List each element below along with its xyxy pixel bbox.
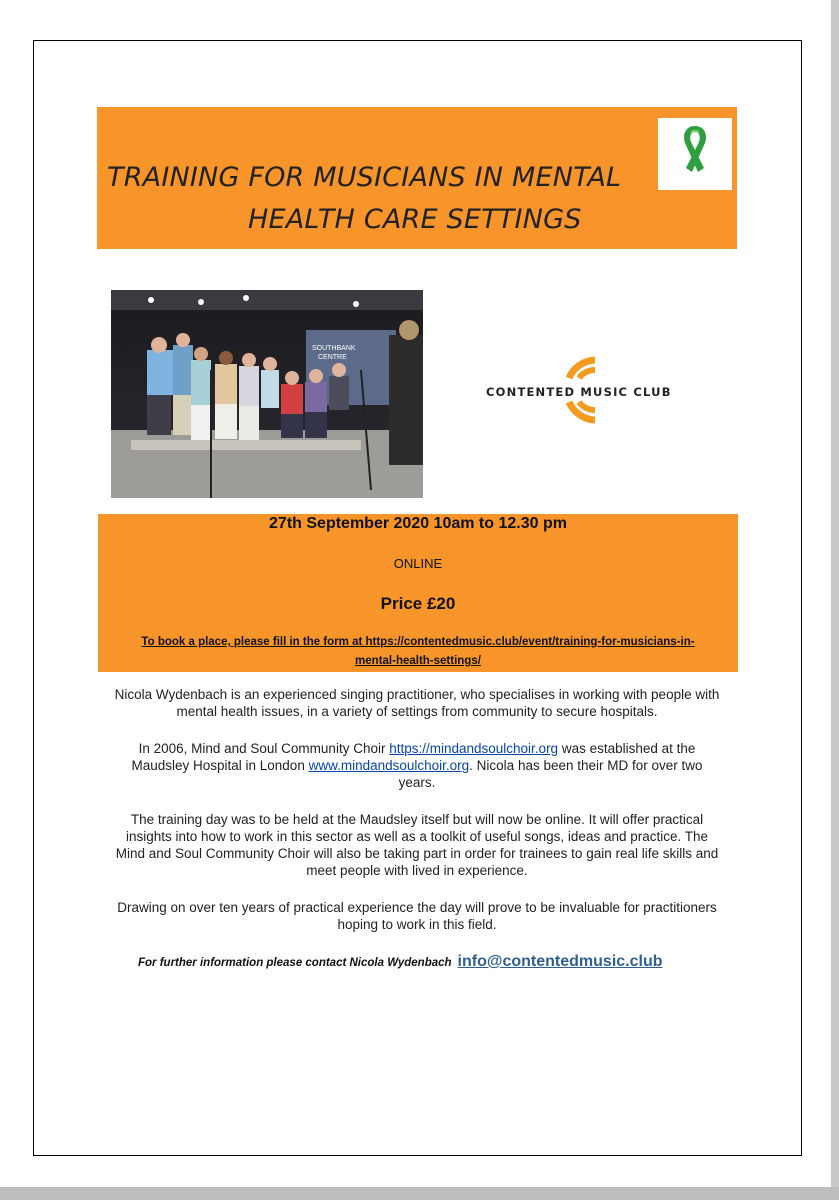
paragraph-intro-line-1: Nicola Wydenbach is an experienced singing practitioner, who specialises in working with people with <box>114 687 720 702</box>
paragraph-experience <box>87 899 747 933</box>
contact-label: For further information please contact Nicola Wydenbach <box>138 957 452 969</box>
paragraph-intro-line-2: mental health issues, in a variety of settings from community to secure hospitals. <box>176 704 658 719</box>
logo-text: CONTENTED MUSIC CLUB <box>486 385 672 399</box>
event-mode: ONLINE <box>393 556 443 571</box>
paragraph-intro <box>87 686 747 720</box>
paragraph-experience-line-1: Drawing on over ten years of practical experience the day will prove to be invaluable for practitioners <box>117 900 717 915</box>
choir-link-https[interactable]: https://mindandsoulchoir.org <box>389 741 559 756</box>
paragraph-training <box>87 811 747 879</box>
paragraph-training-line-4: meet people with lived in experience. <box>306 863 528 878</box>
viewer-bottom-edge <box>0 1187 839 1200</box>
event-price: Price £20 <box>380 594 456 613</box>
contact-line <box>138 953 663 971</box>
choir-text-3: Maudsley Hospital in London <box>131 758 309 773</box>
booking-link-line-2[interactable]: mental-health-settings/ <box>355 655 481 667</box>
choir-text-2: was established at the <box>558 741 696 756</box>
title-line-2: HEALTH CARE SETTINGS <box>248 204 582 235</box>
event-date: 27th September 2020 10am to 12.30 pm <box>269 515 567 532</box>
booking-link[interactable] <box>110 633 726 671</box>
title-line-1: TRAINING FOR MUSICIANS IN MENTAL <box>107 162 622 193</box>
booking-link-line-1[interactable]: To book a place, please fill in the form at https://contentedmusic.club/event/training-for-musicians-in- <box>141 636 695 648</box>
choir-text-4: . Nicola has been their MD for over two <box>469 758 703 773</box>
paragraph-training-line-2: insights into how to work in this sector as well as a toolkit of useful songs, ideas and practice. The <box>125 829 709 844</box>
paragraph-training-line-3: Mind and Soul Community Choir will also be taking part in order for trainees to gain real life skills and <box>115 846 719 861</box>
paragraph-choir <box>87 740 747 791</box>
choir-photo <box>111 290 423 498</box>
choir-text-5: years. <box>398 775 436 790</box>
awareness-ribbon-icon <box>658 118 732 190</box>
choir-link-www[interactable]: www.mindandsoulchoir.org <box>308 758 470 773</box>
viewer-right-edge <box>831 0 839 1200</box>
photo-banner-text-2: CENTRE <box>318 354 347 361</box>
paragraph-experience-line-2: hoping to work in this field. <box>337 917 497 932</box>
choir-text-1: In 2006, Mind and Soul Community Choir <box>138 741 390 756</box>
paragraph-training-line-1: The training day was to be held at the Maudsley itself but will now be online. It will offer practical <box>130 812 704 827</box>
photo-banner-text-1: SOUTHBANK <box>312 345 356 352</box>
contact-email-link[interactable]: info@contentedmusic.club <box>457 953 663 970</box>
